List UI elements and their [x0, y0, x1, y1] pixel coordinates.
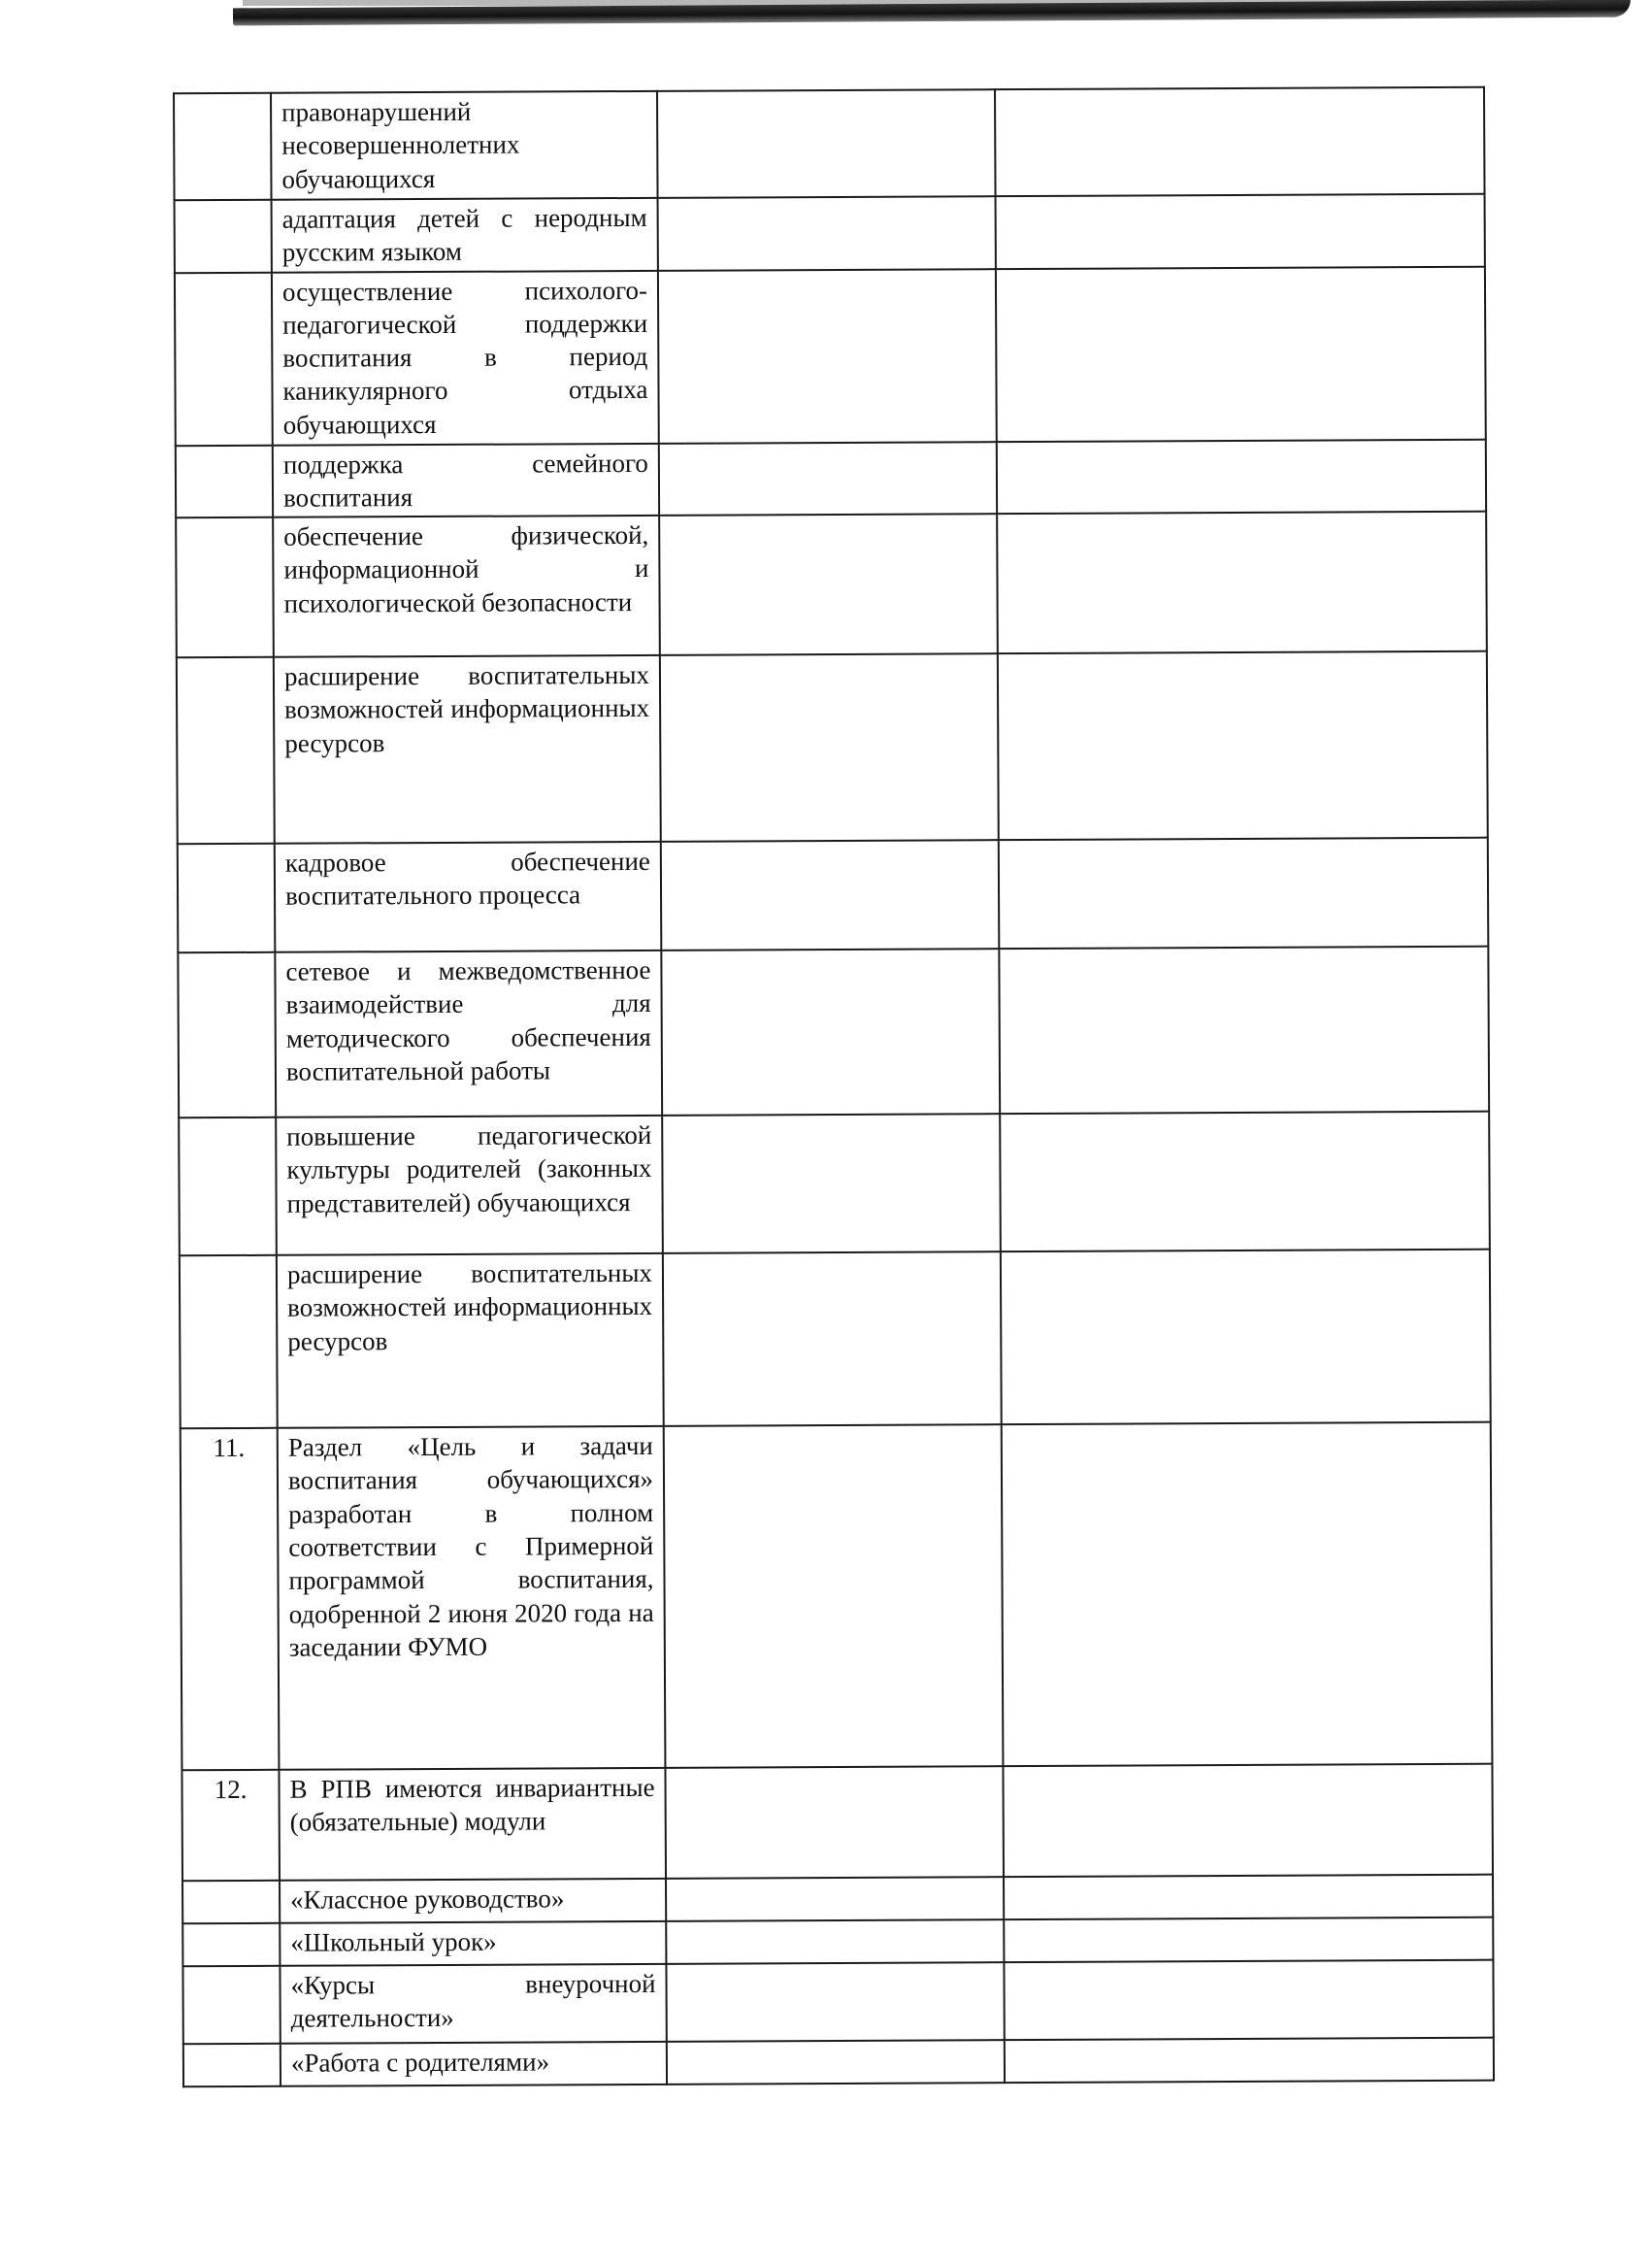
- comment-cell: [1004, 1875, 1493, 1919]
- table-row: [183, 2038, 1494, 2087]
- comment-cell: [1004, 1960, 1493, 2040]
- comment-cell: [996, 266, 1486, 441]
- row-number-cell: [182, 1881, 280, 1923]
- row-number-cell: [179, 1117, 277, 1255]
- table-row: [181, 1422, 1493, 1771]
- criterion-cell: повышение педагогической культуры родителей (законных представителей) обучающихся: [276, 1116, 663, 1255]
- checklist-table: [173, 86, 1495, 2088]
- comment-cell: [997, 439, 1486, 514]
- value-cell: [658, 196, 996, 270]
- row-number-cell: [178, 844, 276, 952]
- row-number-cell: [183, 2044, 281, 2086]
- row-number-cell: [178, 952, 276, 1117]
- criterion-cell: В РПВ имеются инвариантные (обязательные) модули: [279, 1768, 666, 1881]
- criterion-cell: поддержка семейного воспитания: [273, 443, 659, 517]
- comment-cell: [1001, 1250, 1491, 1424]
- comment-cell: [1004, 1918, 1493, 1962]
- table-row: [179, 1112, 1490, 1256]
- table-row: [178, 947, 1489, 1118]
- scan-top-edge: [0, 0, 1651, 29]
- row-number-cell: [177, 657, 275, 844]
- criterion-cell: осуществление психолого-педагогической поддержки воспитания в период каникулярного отдыха обучающихся: [272, 270, 659, 445]
- comment-cell: [1002, 1422, 1493, 1766]
- value-cell: [660, 653, 999, 842]
- comment-cell: [997, 512, 1487, 653]
- table-row: [175, 266, 1486, 446]
- value-cell: [666, 1962, 1004, 2042]
- criterion-cell: обеспечение физической, информационной и психологической безопасности: [273, 516, 660, 657]
- value-cell: [663, 1251, 1002, 1426]
- criterion-cell: правонарушений несовершеннолетних обучающихся: [271, 91, 658, 200]
- value-cell: [662, 1114, 1001, 1253]
- row-number-cell: [180, 1255, 278, 1428]
- criterion-cell: Раздел «Цель и задачи воспитания обучающихся» разработан в полном соответствии с Примерной программой воспитания, одобренной 2 июня 2020 года на заседании ФУМО: [278, 1426, 666, 1770]
- comment-cell: [999, 947, 1489, 1114]
- value-cell: [667, 2040, 1005, 2085]
- row-number-cell: 11.: [181, 1428, 280, 1770]
- value-cell: [664, 1424, 1004, 1768]
- document-page: [173, 86, 1493, 2088]
- table-row: [182, 1875, 1493, 1924]
- value-cell: [661, 840, 1000, 951]
- criterion-cell: сетевое и межведомственное взаимодействие для методического обеспечения воспитательной работы: [275, 951, 662, 1117]
- row-number-cell: [182, 1923, 280, 1966]
- criterion-cell: «Работа с родителями»: [281, 2042, 667, 2086]
- table-row: [177, 651, 1488, 845]
- table-row: [178, 838, 1489, 953]
- table-row: [176, 512, 1487, 658]
- table-row: [182, 1918, 1493, 1967]
- value-cell: [657, 89, 996, 198]
- comment-cell: [1005, 2038, 1494, 2083]
- row-number-cell: [176, 445, 273, 517]
- row-number-cell: [176, 517, 274, 657]
- table-row: [182, 1960, 1493, 2045]
- comment-cell: [999, 838, 1489, 949]
- criterion-cell: «Курсы внеурочной деятельности»: [280, 1964, 666, 2044]
- table-row: [174, 87, 1485, 201]
- value-cell: [665, 1766, 1004, 1879]
- criterion-cell: «Классное руководство»: [280, 1879, 666, 1923]
- criterion-cell: расширение воспитательных возможностей информационных ресурсов: [274, 655, 661, 844]
- comment-cell: [995, 87, 1485, 196]
- comment-cell: [998, 651, 1488, 840]
- comment-cell: [1000, 1112, 1490, 1251]
- comment-cell: [996, 194, 1485, 269]
- table-row: [175, 194, 1485, 273]
- criterion-cell: расширение воспитательных возможностей информационных ресурсов: [277, 1253, 664, 1428]
- value-cell: [659, 514, 998, 655]
- row-number-cell: [182, 1966, 280, 2044]
- table-row: [176, 439, 1486, 517]
- comment-cell: [1003, 1764, 1493, 1877]
- value-cell: [666, 1919, 1004, 1964]
- value-cell: [658, 269, 997, 444]
- value-cell: [659, 442, 997, 516]
- row-number-cell: [174, 93, 272, 200]
- criterion-cell: «Школьный урок»: [280, 1921, 666, 1966]
- value-cell: [666, 1877, 1004, 1921]
- criterion-cell: адаптация детей с неродным русским языком: [272, 198, 658, 273]
- criterion-cell: кадровое обеспечение воспитательного процесса: [275, 842, 662, 952]
- value-cell: [661, 949, 1000, 1116]
- table-row: [180, 1250, 1491, 1429]
- row-number-cell: 12.: [182, 1770, 280, 1881]
- row-number-cell: [175, 272, 273, 445]
- row-number-cell: [175, 200, 272, 273]
- table-row: [182, 1764, 1493, 1882]
